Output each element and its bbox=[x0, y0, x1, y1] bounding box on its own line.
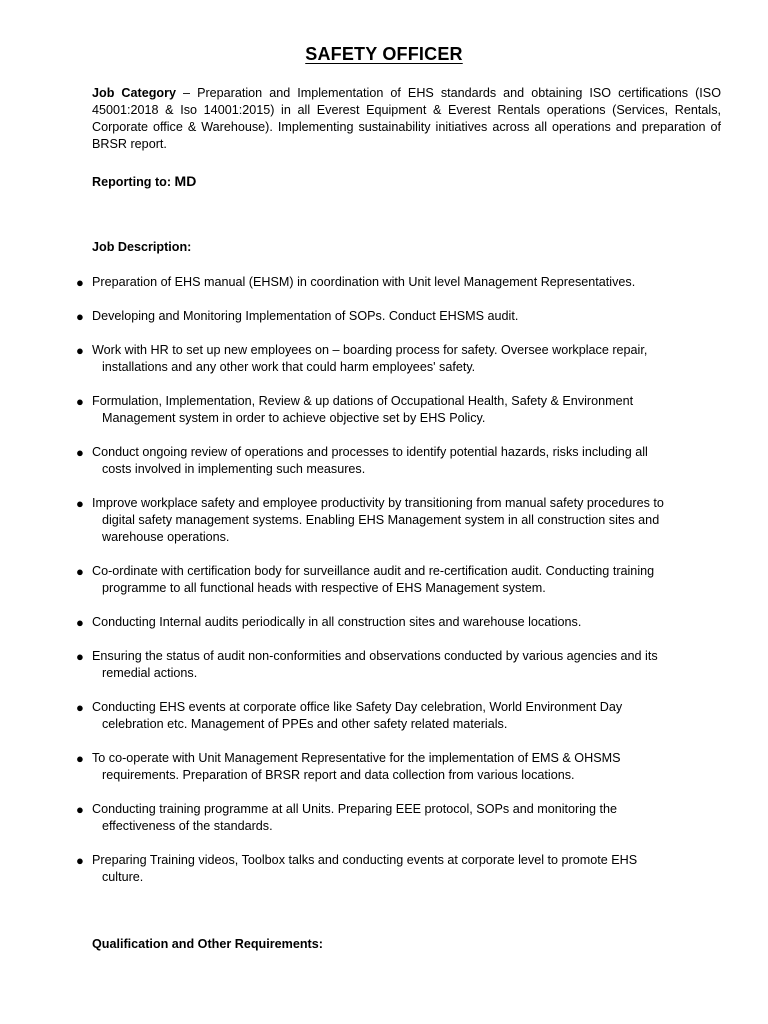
list-item-line: Conducting EHS events at corporate office like Safety Day celebration, World Environment Day bbox=[92, 700, 623, 714]
job-category-paragraph bbox=[92, 85, 721, 153]
job-category-label: Job Category bbox=[92, 86, 177, 100]
list-item-line: Developing and Monitoring Implementation of SOPs. Conduct EHSMS audit. bbox=[92, 309, 519, 323]
bullet-icon: ● bbox=[76, 700, 84, 715]
bullet-icon: ● bbox=[76, 649, 84, 664]
list-item-line: culture. bbox=[102, 870, 144, 884]
list-item-text bbox=[92, 308, 732, 325]
list-item-line: Conducting training programme at all Units. Preparing EEE protocol, SOPs and monitoring the bbox=[92, 802, 618, 816]
list-item-text bbox=[92, 274, 732, 291]
bullet-icon: ● bbox=[76, 496, 84, 511]
list-item-line: Ensuring the status of audit non-conformities and observations conducted by various agencies and its bbox=[92, 649, 658, 663]
reporting-line bbox=[92, 173, 196, 191]
list-item-line: effectiveness of the standards. bbox=[102, 819, 273, 833]
list-item-line: Formulation, Implementation, Review & up dations of Occupational Health, Safety & Environment bbox=[92, 394, 634, 408]
list-item-line: Improve workplace safety and employee productivity by transitioning from manual safety procedures to bbox=[92, 496, 664, 510]
list-item-text bbox=[92, 750, 732, 784]
list-item-line: digital safety management systems. Enabling EHS Management system in all construction sites and bbox=[102, 513, 660, 527]
list-item-text bbox=[92, 563, 732, 597]
list-item-line: Preparing Training videos, Toolbox talks and conducting events at corporate level to promote EHS bbox=[92, 853, 638, 867]
list-item-line: Co-ordinate with certification body for surveillance audit and re-certification audit. Conducting training bbox=[92, 564, 655, 578]
list-item-line: installations and any other work that could harm employees' safety. bbox=[102, 360, 476, 374]
list-item-line: Management system in order to achieve objective set by EHS Policy. bbox=[102, 411, 486, 425]
list-item-text bbox=[92, 699, 732, 733]
bullet-icon: ● bbox=[76, 275, 84, 290]
bullet-icon: ● bbox=[76, 445, 84, 460]
reporting-value: MD bbox=[174, 173, 197, 189]
list-item-line: requirements. Preparation of BRSR report and data collection from various locations. bbox=[102, 768, 575, 782]
bullet-icon: ● bbox=[76, 343, 84, 358]
list-item-text bbox=[92, 648, 732, 682]
bullet-icon: ● bbox=[76, 394, 84, 409]
list-item-text bbox=[92, 342, 732, 376]
list-item-line: programme to all functional heads with respective of EHS Management system. bbox=[102, 581, 546, 595]
list-item-text bbox=[92, 393, 732, 427]
list-item-line: remedial actions. bbox=[102, 666, 198, 680]
bullet-icon: ● bbox=[76, 802, 84, 817]
reporting-label: Reporting to: bbox=[92, 175, 175, 189]
list-item-line: costs involved in implementing such measures. bbox=[102, 462, 366, 476]
bullet-icon: ● bbox=[76, 564, 84, 579]
bullet-icon: ● bbox=[76, 615, 84, 630]
qualification-heading: Qualification and Other Requirements: bbox=[92, 937, 323, 951]
list-item-text bbox=[92, 444, 732, 478]
list-item-text bbox=[92, 495, 732, 546]
bullet-icon: ● bbox=[76, 309, 84, 324]
list-item-line: To co-operate with Unit Management Representative for the implementation of EMS & OHSMS bbox=[92, 751, 621, 765]
bullet-icon: ● bbox=[76, 853, 84, 868]
bullet-icon: ● bbox=[76, 751, 84, 766]
list-item-line: Conduct ongoing review of operations and processes to identify potential hazards, risks including all bbox=[92, 445, 648, 459]
page-title: SAFETY OFFICER bbox=[305, 44, 463, 64]
list-item-line: Work with HR to set up new employees on – boarding process for safety. Oversee workplace repair, bbox=[92, 343, 648, 357]
list-item-line: celebration etc. Management of PPEs and other safety related materials. bbox=[102, 717, 508, 731]
list-item-text bbox=[92, 801, 732, 835]
list-item-line: Preparation of EHS manual (EHSM) in coordination with Unit level Management Representatives. bbox=[92, 275, 636, 289]
list-item-line: Conducting Internal audits periodically in all construction sites and warehouse locations. bbox=[92, 615, 582, 629]
list-item-line: warehouse operations. bbox=[102, 530, 230, 544]
list-item-text bbox=[92, 852, 732, 886]
list-item-text bbox=[92, 614, 732, 631]
job-category-text: – Preparation and Implementation of EHS standards and obtaining ISO certifications (ISO 45001:2018 & Iso 14001:2015) in all Everest Equipment & Everest Rentals operations (Services, Rentals, Corporate office & Warehouse). Implementing sustainability initiatives across all operations and preparation of BRSR report. bbox=[92, 86, 722, 151]
job-description-heading: Job Description: bbox=[92, 240, 192, 254]
